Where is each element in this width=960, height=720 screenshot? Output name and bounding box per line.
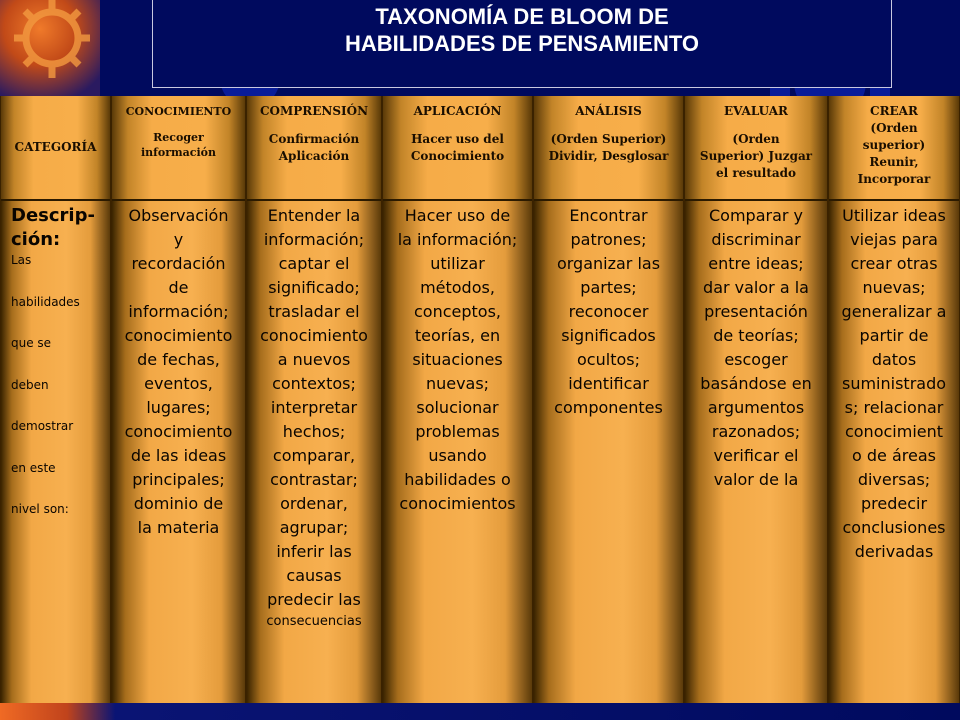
body-line: predecir las [267,590,361,609]
subtitle-line: Hacer uso del [411,132,504,146]
body-line: Comparar y [708,206,804,225]
body-line: organizar las [556,254,661,273]
body-line: verificar el [713,446,799,465]
category-description [1,201,110,703]
body-line: diversas; [857,470,931,489]
column-body [534,201,683,703]
description-line: demostrar [11,419,74,433]
body-line: significado; [268,278,360,297]
column-body [247,201,381,703]
column-body [383,201,532,703]
body-line: conocimiento [260,326,368,345]
body-line: contextos; [272,374,356,393]
column-header-title: CONOCIMIENTO [125,105,232,118]
body-line: discriminar [711,230,801,249]
column-header-subtitle [549,131,669,165]
column-header-subtitle [141,130,216,160]
description-lines [11,240,110,531]
body-line: o de áreas [852,446,936,465]
body-line: agrupar; [279,518,349,537]
body-line: interpretar [270,398,358,417]
body-line: Observación [128,206,229,225]
column-evaluar [684,96,828,703]
body-line: dar valor a la [703,278,809,297]
column-header-title: APLICACIÓN [413,104,502,118]
subtitle-line: (Orden Superior) [550,132,667,146]
body-line: problemas [415,422,500,441]
description-line: Las [11,253,32,267]
body-line: partes; [580,278,637,297]
subtitle-line: (Orden [870,121,918,135]
body-line: presentación [704,302,808,321]
column-header [383,96,532,201]
body-line: argumentos [707,398,805,417]
column-header-subtitle [858,120,931,188]
body-line: trasladar el [268,302,360,321]
subtitle-line: Incorporar [857,172,931,186]
category-header-label: CATEGORÍA [14,140,97,154]
body-line: hechos; [282,422,346,441]
body-line: Encontrar [569,206,648,225]
body-line: conocimiento [124,326,233,345]
body-line: s; relacionar [844,398,944,417]
body-line: Hacer uso de [404,206,511,225]
column-body [685,201,827,703]
column-header [247,96,381,201]
body-line: contrastar; [270,470,358,489]
subtitle-line: Reunir, [869,155,919,169]
body-line: generalizar a [841,302,947,321]
category-header [1,96,110,201]
body-line: reconocer [568,302,649,321]
body-line: situaciones [412,350,503,369]
subtitle-line: el resultado [715,166,797,180]
body-line: dominio de [133,494,224,513]
body-line: a nuevos [277,350,351,369]
body-line: comparar, [272,446,356,465]
body-line: nuevas; [425,374,490,393]
body-line: crear otras [850,254,938,273]
title-box [152,0,892,88]
body-line: conceptos, [413,302,501,321]
body-line: de [168,278,189,297]
body-line: componentes [554,398,663,417]
body-line: principales; [132,470,225,489]
body-line: recordación [131,254,226,273]
column-header-title: ANÁLISIS [575,104,642,118]
description-line: habilidades [11,294,80,309]
body-line: razonados; [711,422,801,441]
body-line: de teorías; [713,326,799,345]
column-header [829,96,959,201]
body-line: la materia [137,518,220,537]
body-line: información; [263,230,365,249]
body-line: Utilizar ideas [842,206,946,225]
body-line: entre ideas; [708,254,804,273]
column-header-title: CREAR [870,104,918,118]
column-analisis [533,96,684,703]
body-line: ocultos; [577,350,640,369]
description-title-line: Descrip- [11,205,95,226]
description-title-line: ción: [11,229,61,250]
column-body [829,201,959,703]
column-header-subtitle [269,131,359,165]
page-title [153,3,891,57]
body-line: usando [428,446,487,465]
title-line-2: HABILIDADES DE PENSAMIENTO [344,31,700,56]
body-line: teorías, en [414,326,501,345]
subtitle-line: Confirmación [268,132,360,146]
column-header [112,96,245,201]
body-line: y [173,230,184,249]
column-comprension [246,96,382,703]
body-line: causas [286,566,342,585]
body-line-small: consecuencias [266,614,362,629]
subtitle-line: superior) [862,138,926,152]
body-line: inferir las [276,542,352,561]
column-header-title: COMPRENSIÓN [259,104,369,118]
body-line: nuevas; [862,278,926,297]
body-line: identificar [568,374,649,393]
body-line: partir de [859,326,929,345]
body-line: métodos, [420,278,495,297]
body-line: suministrado [841,374,947,393]
body-line: lugares; [146,398,211,417]
subtitle-line: Conocimiento [410,149,505,163]
subtitle-line: Superior) Juzgar [699,149,813,163]
body-line: solucionar [416,398,499,417]
body-line: significados [561,326,656,345]
title-line-1: TAXONOMÍA DE BLOOM DE [375,4,669,29]
body-line: conocimientos [399,494,516,513]
column-header-title: EVALUAR [724,104,788,118]
column-crear [828,96,960,703]
body-line: escoger [724,350,788,369]
body-line: captar el [278,254,350,273]
subtitle-line: información [140,146,217,159]
body-line: ordenar, [280,494,348,513]
body-line: patrones; [570,230,647,249]
body-line: conocimient [844,422,944,441]
subtitle-line: Aplicación [278,149,350,163]
body-line: datos [871,350,917,369]
body-line: eventos, [144,374,213,393]
body-line: valor de la [713,470,799,489]
column-body [112,201,245,703]
body-line: utilizar [430,254,485,273]
description-line: que se [11,336,52,350]
subtitle-line: Dividir, Desglosar [548,149,669,163]
description-line: nivel son: [11,502,69,516]
column-header-subtitle [700,131,812,182]
body-line: derivadas [854,542,934,561]
description-line: deben [11,377,49,392]
category-column [0,96,111,703]
body-line: conocimiento [124,422,233,441]
decorative-bottom-strip [0,703,960,720]
column-header [534,96,683,201]
column-aplicacion [382,96,533,703]
subtitle-line: (Orden [732,132,780,146]
description-line: en este [11,460,56,475]
column-header [685,96,827,201]
body-line: la información; [397,230,518,249]
body-line: predecir [860,494,928,513]
column-header-subtitle [411,131,504,165]
body-line: habilidades o [404,470,511,489]
gear-icon [0,0,120,96]
body-line: de las ideas [130,446,227,465]
body-line: información; [128,302,229,321]
column-conocimiento [111,96,246,703]
body-line: viejas para [850,230,938,249]
body-line: Entender la [267,206,361,225]
body-line: de fechas, [137,350,220,369]
body-line: conclusiones [842,518,946,537]
body-line: basándose en [700,374,812,393]
subtitle-line: Recoger [153,131,204,144]
